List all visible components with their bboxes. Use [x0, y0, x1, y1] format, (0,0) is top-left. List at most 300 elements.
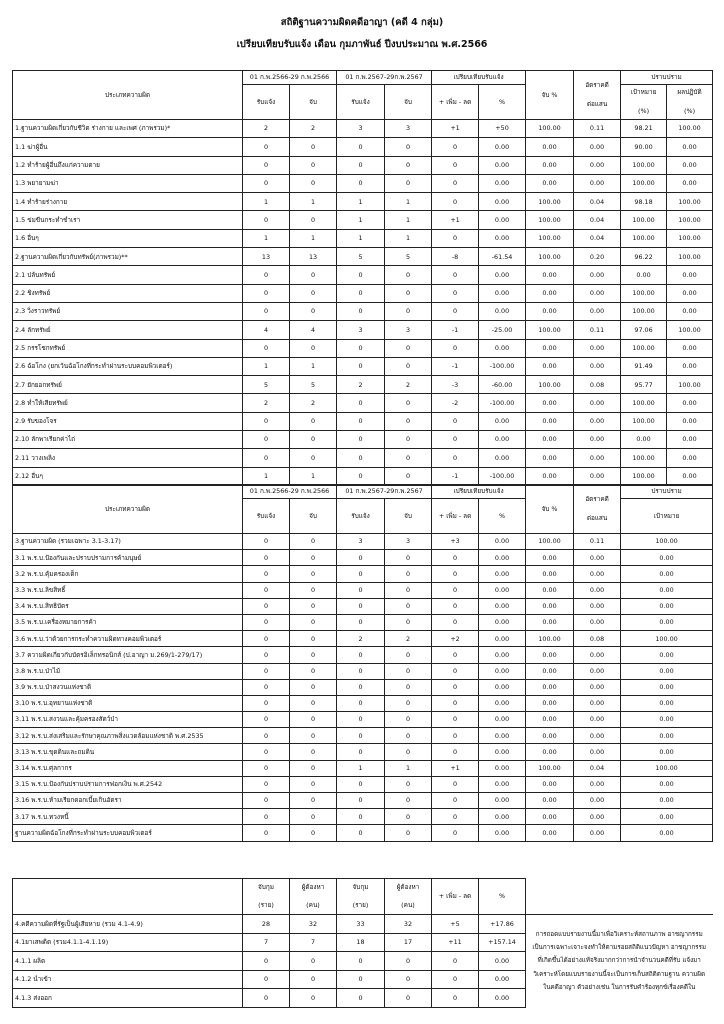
- row-cell: 32: [385, 915, 432, 934]
- row-cell: 0: [385, 728, 432, 744]
- row-cell: 100.00: [526, 229, 574, 247]
- row-cell: 0.00: [574, 284, 621, 302]
- row-cell: 0: [243, 744, 290, 760]
- row-cell: 0: [432, 431, 479, 449]
- row-cell: 0.00: [526, 449, 574, 467]
- row-cell: 0: [243, 534, 290, 550]
- table-row: [13, 534, 713, 550]
- report-title: สถิติฐานความผิดคดีอาญา (คดี 4 กลุ่ม): [280, 17, 444, 28]
- row-cell: 0: [337, 695, 385, 711]
- row-cell: 100.00: [526, 534, 574, 550]
- row-cell: 0.00: [621, 614, 713, 630]
- row-cell: 0: [337, 431, 385, 449]
- row-cell: 0: [243, 550, 290, 566]
- row-cell: 3: [337, 120, 385, 138]
- row-cell: 0: [432, 174, 479, 192]
- row-cell: 0: [337, 989, 385, 1008]
- row-cell: 0.00: [667, 339, 713, 357]
- row-cell: -25.00: [479, 321, 526, 339]
- row-cell: 0.00: [479, 989, 526, 1008]
- row-cell: 5: [290, 376, 337, 394]
- row-cell: 0: [337, 156, 385, 174]
- row-cell: 0: [432, 825, 479, 841]
- compare-header: เปรียบเทียบรับแจ้ง: [432, 71, 526, 85]
- row-cell: 0: [243, 431, 290, 449]
- row-label: 1.2 ทำร้ายผู้อื่นถึงแก่ความตาย: [13, 156, 243, 174]
- row-cell: 0.00: [479, 229, 526, 247]
- row-cell: 0.11: [574, 534, 621, 550]
- row-cell: 0.00: [621, 712, 713, 728]
- row-cell: 2: [290, 394, 337, 412]
- row-cell: 0.00: [479, 211, 526, 229]
- row-cell: 0: [290, 534, 337, 550]
- row-cell: 100.00: [621, 760, 713, 776]
- table-row: [13, 321, 713, 339]
- row-cell: 0: [290, 952, 337, 971]
- row-label: 3.6 พ.ร.บ.ว่าด้วยการกระทำความผิดทางคอมพิวเตอร์: [13, 631, 243, 647]
- period-1-header: 01 ก.พ.2566-29 ก.พ.2566: [243, 71, 337, 85]
- row-cell: 0.00: [526, 138, 574, 156]
- row-label: 1.5 ข่มขืนกระทำชำเรา: [13, 211, 243, 229]
- row-cell: 0: [290, 989, 337, 1008]
- row-cell: 0: [243, 582, 290, 598]
- row-cell: 0: [432, 793, 479, 809]
- row-cell: 0.00: [621, 809, 713, 825]
- row-cell: 0.00: [526, 566, 574, 582]
- suppression-header: ปราบปราม: [621, 71, 713, 85]
- row-cell: 0: [432, 647, 479, 663]
- row-cell: 2: [385, 376, 432, 394]
- row-cell: 0: [290, 647, 337, 663]
- table-row: [13, 449, 713, 467]
- row-cell: 0.00: [574, 614, 621, 630]
- arrest-header: จับ: [290, 85, 337, 120]
- row-cell: 0: [243, 302, 290, 320]
- row-cell: 100.00: [667, 211, 713, 229]
- row-cell: 0: [432, 679, 479, 695]
- row-cell: 0.00: [621, 582, 713, 598]
- row-cell: 0.00: [479, 582, 526, 598]
- row-cell: 0: [243, 284, 290, 302]
- row-cell: 100.00: [667, 248, 713, 266]
- note-text: การถอดแบบรายงานนี้มาเพื่อวิเคราะห์สถานภาพ อาชญากรรมเป็นการเฉพาะเจาะจงทำให้ตามรอยสถิติแนวปัญหา อาชญากรรมที่เกิดขึ้นได้อย่างแท้จริงมากกว่าการนำจำนวนคดีที่รับ แจ้งมาวิเคราะห์โดยแบบรายงานนี้จะเป็นการเก็บสถิติตามฐาน ความผิดในคดีอาญา ตัวอย่างเช่น ในการรับคำร้องทุกข์เรื่องคดีใน: [526, 915, 713, 1008]
- row-label: 2.8 ทำให้เสียทรัพย์: [13, 394, 243, 412]
- row-cell: 3: [385, 534, 432, 550]
- row-cell: 0: [337, 793, 385, 809]
- row-cell: 3: [337, 534, 385, 550]
- row-cell: 0.00: [479, 809, 526, 825]
- row-cell: 0: [432, 970, 479, 989]
- row-cell: 0.00: [526, 339, 574, 357]
- table-row: [13, 467, 713, 485]
- table-row: [13, 339, 713, 357]
- row-cell: -1: [432, 357, 479, 375]
- table-row: [13, 266, 713, 284]
- row-cell: 0.00: [479, 550, 526, 566]
- row-cell: 0: [290, 284, 337, 302]
- row-cell: 0.00: [621, 550, 713, 566]
- row-cell: 0: [337, 598, 385, 614]
- row-cell: 0: [432, 614, 479, 630]
- row-cell: 5: [337, 248, 385, 266]
- row-cell: 0.00: [574, 598, 621, 614]
- row-cell: 0.00: [621, 598, 713, 614]
- table-row: [13, 663, 713, 679]
- table-row: [13, 744, 713, 760]
- row-cell: 18: [337, 933, 385, 952]
- row-cell: 0.00: [526, 266, 574, 284]
- row-cell: 0: [385, 679, 432, 695]
- row-cell: 0: [337, 566, 385, 582]
- row-cell: 0.00: [526, 156, 574, 174]
- row-cell: 0: [432, 728, 479, 744]
- row-cell: 17: [385, 933, 432, 952]
- row-label: 3.4 พ.ร.บ.สิทธิบัตร: [13, 598, 243, 614]
- row-label: 3.16 พ.ร.บ.ห้ามเรียกดอกเบี้ยเกินอัตรา: [13, 793, 243, 809]
- row-cell: 100.00: [621, 534, 713, 550]
- row-cell: 0.00: [621, 679, 713, 695]
- table-row: [13, 712, 713, 728]
- row-cell: 0.00: [526, 302, 574, 320]
- row-cell: 100.00: [621, 211, 667, 229]
- row-cell: 0.00: [621, 566, 713, 582]
- row-cell: 0.00: [667, 284, 713, 302]
- row-cell: 0: [290, 582, 337, 598]
- suspects-header: ผู้ต้องหา (คน): [290, 879, 337, 915]
- row-cell: 0.00: [526, 174, 574, 192]
- crime-stats-table-2: [12, 484, 713, 842]
- row-cell: 100.00: [621, 449, 667, 467]
- row-cell: 0: [385, 284, 432, 302]
- row-cell: 0: [432, 989, 479, 1008]
- row-cell: 100.00: [526, 193, 574, 211]
- row-cell: 0.00: [526, 663, 574, 679]
- rate-header: อัตราคดี ต่อแสน: [574, 485, 621, 534]
- row-cell: 0: [290, 695, 337, 711]
- row-cell: +5: [432, 915, 479, 934]
- row-cell: 0: [337, 467, 385, 485]
- row-cell: 0.00: [667, 412, 713, 430]
- row-cell: 0: [432, 449, 479, 467]
- row-cell: 1: [385, 760, 432, 776]
- arrest-header: จับ: [385, 85, 432, 120]
- row-cell: 100.00: [621, 302, 667, 320]
- row-cell: 0: [243, 339, 290, 357]
- row-cell: 0.00: [574, 266, 621, 284]
- row-cell: 0.00: [526, 695, 574, 711]
- row-cell: 0: [337, 582, 385, 598]
- row-label: 4.1.1 ผลิต: [13, 952, 243, 971]
- row-cell: 0.00: [479, 412, 526, 430]
- row-label: 2.9 รับของโจร: [13, 412, 243, 430]
- row-cell: 0.00: [526, 614, 574, 630]
- row-cell: 0.00: [574, 663, 621, 679]
- row-cell: 0: [290, 728, 337, 744]
- row-cell: 100.00: [621, 631, 713, 647]
- row-cell: 97.06: [621, 321, 667, 339]
- row-cell: 0: [337, 679, 385, 695]
- row-cell: 7: [290, 933, 337, 952]
- row-cell: 100.00: [667, 120, 713, 138]
- row-cell: 1: [385, 229, 432, 247]
- row-label: 3.7 ความผิดเกี่ยวกับบัตรอิเล็กทรอนิกส์ (ป.อาญา ม.269/1-279/17): [13, 647, 243, 663]
- rate-header: อัตราคดี ต่อแสน: [574, 71, 621, 120]
- diff-header: + เพิ่ม - ลด: [432, 85, 479, 120]
- row-cell: 0: [243, 174, 290, 192]
- row-cell: 0: [337, 712, 385, 728]
- row-label: 3.10 พ.ร.บ.อุทยานแห่งชาติ: [13, 695, 243, 711]
- row-cell: 0: [385, 663, 432, 679]
- row-cell: 0: [385, 776, 432, 792]
- row-cell: 100.00: [621, 174, 667, 192]
- row-cell: 0: [385, 695, 432, 711]
- row-cell: 0: [243, 793, 290, 809]
- row-cell: -100.00: [479, 357, 526, 375]
- row-cell: 0.00: [526, 550, 574, 566]
- row-cell: 0.00: [479, 193, 526, 211]
- row-cell: 0.00: [574, 647, 621, 663]
- table-row: [13, 156, 713, 174]
- row-cell: 0: [290, 211, 337, 229]
- row-cell: 2: [243, 394, 290, 412]
- row-cell: 0: [385, 793, 432, 809]
- row-cell: 0: [385, 744, 432, 760]
- table-row: [13, 174, 713, 192]
- row-cell: 1: [243, 229, 290, 247]
- row-cell: 13: [290, 248, 337, 266]
- row-label: 2.11 วางเพลิง: [13, 449, 243, 467]
- row-cell: 0: [243, 614, 290, 630]
- row-cell: 98.21: [621, 120, 667, 138]
- row-cell: 1: [337, 760, 385, 776]
- row-cell: 0: [243, 156, 290, 174]
- row-cell: 0: [432, 339, 479, 357]
- row-cell: 0: [385, 970, 432, 989]
- row-cell: 1: [290, 357, 337, 375]
- compare-header: เปรียบเทียบรับแจ้ง: [432, 485, 526, 499]
- row-cell: 0: [385, 550, 432, 566]
- row-label: 3.17 พ.ร.บ.ทวงหนี้: [13, 809, 243, 825]
- row-cell: 0: [432, 193, 479, 211]
- table-row: [13, 760, 713, 776]
- row-cell: 0.00: [526, 582, 574, 598]
- row-cell: 0.00: [667, 156, 713, 174]
- row-cell: 0.11: [574, 120, 621, 138]
- row-label: 1.1 ฆ่าผู้อื่น: [13, 138, 243, 156]
- report-subtitle: เปรียบเทียบรับแจ้ง เดือน กุมภาพันธ์ ปีงบประมาณ พ.ศ.2566: [236, 39, 488, 50]
- row-cell: 33: [337, 915, 385, 934]
- section4-header-row: [13, 879, 713, 915]
- row-cell: 0.00: [526, 776, 574, 792]
- row-cell: 0: [243, 952, 290, 971]
- row-cell: 0: [385, 138, 432, 156]
- row-cell: 0: [243, 679, 290, 695]
- period-2-header: 01 ก.พ.2567-29ก.พ.2567: [337, 485, 432, 499]
- row-cell: 100.00: [621, 339, 667, 357]
- period-1-header: 01 ก.พ.2566-29 ก.พ.2566: [243, 485, 337, 499]
- row-cell: 1: [243, 357, 290, 375]
- row-cell: 0.00: [621, 266, 667, 284]
- row-cell: 0.00: [479, 431, 526, 449]
- row-cell: 0.00: [574, 744, 621, 760]
- row-cell: 100.00: [621, 467, 667, 485]
- row-cell: 96.22: [621, 248, 667, 266]
- row-cell: 0: [385, 302, 432, 320]
- table-row: [13, 793, 713, 809]
- row-cell: 0: [290, 412, 337, 430]
- row-cell: 0.04: [574, 760, 621, 776]
- row-cell: 0: [337, 614, 385, 630]
- row-cell: 0.08: [574, 631, 621, 647]
- row-cell: 0.00: [526, 679, 574, 695]
- row-label: 2.ฐานความผิดเกี่ยวกับทรัพย์(ภาพรวม)**: [13, 248, 243, 266]
- row-cell: 0: [432, 598, 479, 614]
- arrest-pct-header: จับ %: [526, 71, 574, 120]
- row-cell: 0: [243, 647, 290, 663]
- row-cell: 0: [432, 776, 479, 792]
- suppression-header: ปราบปราม: [621, 485, 713, 499]
- row-cell: 1: [337, 193, 385, 211]
- row-cell: -60.00: [479, 376, 526, 394]
- row-cell: 0: [290, 793, 337, 809]
- row-cell: 0: [243, 809, 290, 825]
- target-header: เป้าหมาย (%): [621, 85, 667, 120]
- arrest-header: จับ: [290, 499, 337, 534]
- row-cell: 0: [385, 156, 432, 174]
- table-row: [13, 631, 713, 647]
- row-label: 3.2 พ.ร.บ.คุ้มครองเด็ก: [13, 566, 243, 582]
- suspects-header: ผู้ต้องหา (คน): [385, 879, 432, 915]
- row-cell: 0.00: [479, 449, 526, 467]
- row-cell: 0: [432, 412, 479, 430]
- crime-stats-table-3: [12, 878, 713, 1008]
- row-cell: 0: [290, 566, 337, 582]
- row-cell: 0: [337, 449, 385, 467]
- table-row: [13, 120, 713, 138]
- type-header: ประเภทความผิด: [13, 71, 243, 120]
- table-row: [13, 138, 713, 156]
- row-label: 1.ฐานความผิดเกี่ยวกับชีวิต ร่างกาย และเพศ (ภาพรวม)*: [13, 120, 243, 138]
- row-cell: 0.00: [479, 598, 526, 614]
- row-cell: 0.00: [621, 728, 713, 744]
- row-cell: 0.00: [574, 412, 621, 430]
- table-row: [13, 915, 713, 934]
- row-cell: 0.00: [574, 431, 621, 449]
- row-cell: 0.00: [479, 647, 526, 663]
- row-cell: 0: [385, 989, 432, 1008]
- row-cell: 0.00: [479, 825, 526, 841]
- period-2-header: 01 ก.พ.2567-29ก.พ.2567: [337, 71, 432, 85]
- row-cell: 0: [385, 449, 432, 467]
- header-row-1: [13, 71, 713, 85]
- row-label: 3.12 พ.ร.บ.ส่งเสริมและรักษาคุณภาพสิ่งแวดล้อมแห่งชาติ พ.ศ.2535: [13, 728, 243, 744]
- row-cell: 0.00: [526, 357, 574, 375]
- row-label: 1.3 พยายามฆ่า: [13, 174, 243, 192]
- row-cell: 0: [243, 663, 290, 679]
- row-cell: 0.00: [479, 631, 526, 647]
- blank-cell: [526, 879, 713, 915]
- table-row: [13, 302, 713, 320]
- row-cell: 0.00: [479, 534, 526, 550]
- row-cell: 0: [385, 431, 432, 449]
- row-cell: 1: [337, 229, 385, 247]
- row-cell: 0: [432, 156, 479, 174]
- row-cell: 0.00: [574, 174, 621, 192]
- row-cell: 0: [243, 776, 290, 792]
- row-label: 4.คดีความผิดที่รัฐเป็นผู้เสียหาย (รวม 4.1-4.9): [13, 915, 243, 934]
- row-cell: 0: [385, 566, 432, 582]
- row-cell: 0.00: [574, 566, 621, 582]
- row-cell: +1: [432, 120, 479, 138]
- row-cell: 0: [337, 394, 385, 412]
- row-cell: 0.20: [574, 248, 621, 266]
- table-row: [13, 229, 713, 247]
- row-cell: 0.00: [479, 284, 526, 302]
- table-row: [13, 193, 713, 211]
- row-cell: 0: [290, 598, 337, 614]
- row-cell: 0: [290, 970, 337, 989]
- row-cell: 0: [337, 970, 385, 989]
- row-cell: 0.00: [479, 744, 526, 760]
- row-cell: 0: [385, 357, 432, 375]
- row-cell: 100.00: [621, 284, 667, 302]
- row-cell: 0: [385, 467, 432, 485]
- row-cell: 0.00: [574, 156, 621, 174]
- row-cell: 0.00: [667, 449, 713, 467]
- row-cell: 0: [243, 598, 290, 614]
- row-label: 3.13 พ.ร.บ.ขุดดินและถมดิน: [13, 744, 243, 760]
- row-cell: 0.00: [479, 266, 526, 284]
- row-cell: 0: [337, 825, 385, 841]
- row-cell: 0.00: [526, 412, 574, 430]
- table-row: [13, 550, 713, 566]
- row-cell: 3: [385, 120, 432, 138]
- row-cell: 0.00: [621, 431, 667, 449]
- row-cell: 0.08: [574, 376, 621, 394]
- row-cell: 0.00: [621, 776, 713, 792]
- row-cell: 0.04: [574, 229, 621, 247]
- row-cell: 0: [385, 582, 432, 598]
- row-cell: 100.00: [526, 376, 574, 394]
- row-cell: 0: [290, 174, 337, 192]
- row-cell: 0: [290, 156, 337, 174]
- row-label: 2.3 วิ่งราวทรัพย์: [13, 302, 243, 320]
- row-cell: 0.00: [574, 728, 621, 744]
- row-cell: 1: [290, 229, 337, 247]
- row-label: 2.2 ชิงทรัพย์: [13, 284, 243, 302]
- row-cell: 2: [385, 631, 432, 647]
- row-cell: 0.00: [667, 302, 713, 320]
- row-cell: 100.00: [667, 229, 713, 247]
- crime-stats-table-1: [12, 70, 713, 486]
- row-cell: 0: [337, 809, 385, 825]
- row-cell: 0.00: [526, 809, 574, 825]
- table-row: [13, 376, 713, 394]
- row-cell: 32: [290, 915, 337, 934]
- row-cell: 0: [337, 339, 385, 357]
- diff-header: + เพิ่ม - ลด: [432, 879, 479, 915]
- row-label: 2.6 ฉ้อโกง (ยกเว้นฉ้อโกงที่กระทำผ่านระบบคอมพิวเตอร์): [13, 357, 243, 375]
- row-cell: 0: [290, 614, 337, 630]
- row-cell: 0: [337, 138, 385, 156]
- row-cell: 0: [432, 952, 479, 971]
- row-cell: 0.00: [574, 467, 621, 485]
- row-cell: 0: [337, 647, 385, 663]
- row-cell: 0: [243, 266, 290, 284]
- row-cell: -1: [432, 321, 479, 339]
- row-cell: 0: [385, 825, 432, 841]
- row-cell: 0: [290, 431, 337, 449]
